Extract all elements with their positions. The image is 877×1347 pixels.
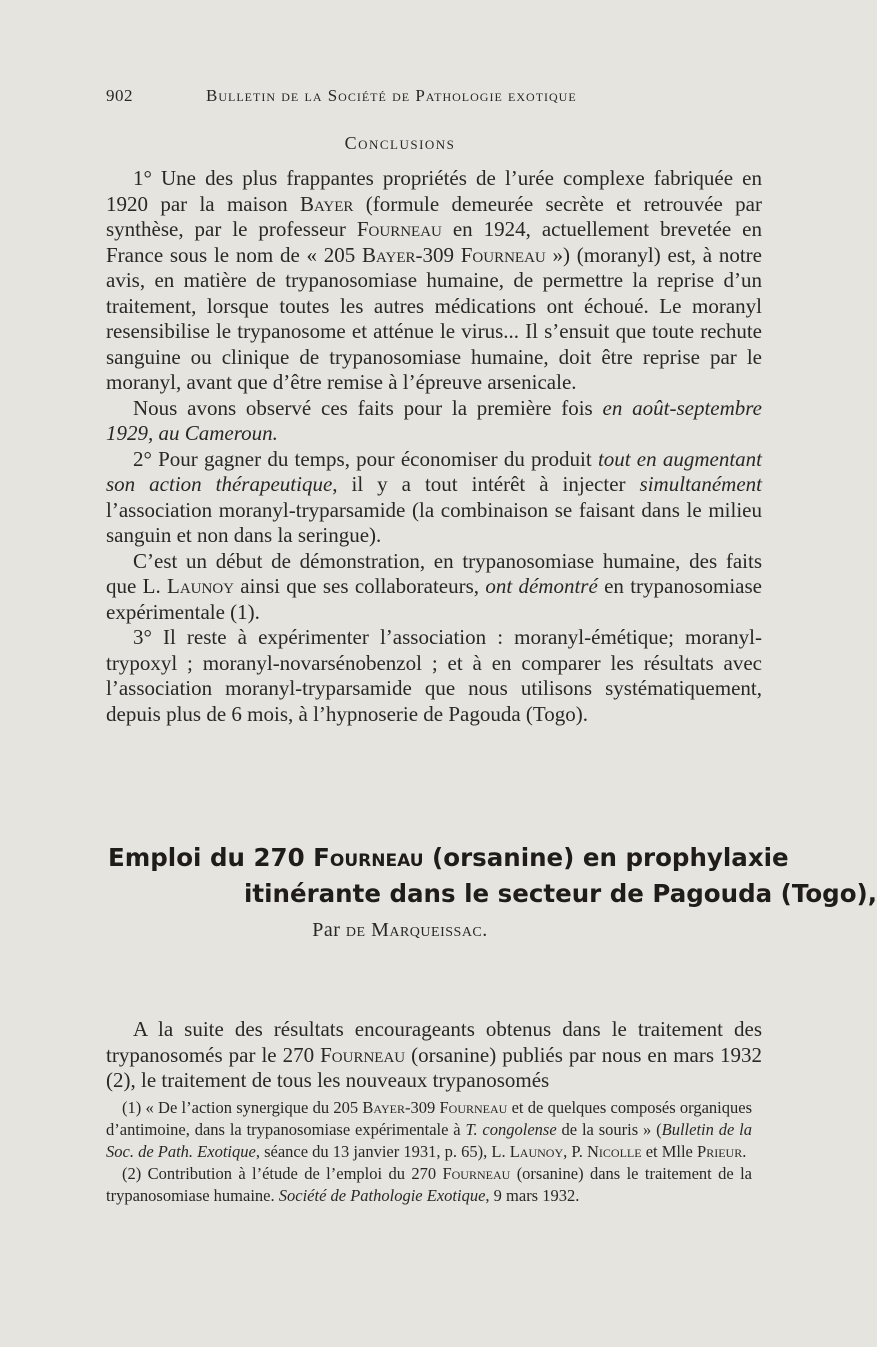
footnote-1: (1) « De l’action synergique du 205 Bayer-309 Fourneau et de quelques composés organiques d’antimoine, dans la trypanosomiase expérimentale à T. congolense de la souris » (Bulletin de la Soc. de Path. Exotique, séance du 13 janvier 1931, p. 65), L. Launoy, P. Nicolle et Mlle Prieur. [106, 1098, 752, 1161]
conclusion-paragraph-1: 1° Une des plus frappantes propriétés de l’urée complexe fabriquée en 1920 par la maison Bayer (formule demeurée secrète et retrouvée par synthèse, par le professeur Fourneau en 1924, actuellement brevetée en France sous le nom de « 205 Bayer-309 Fourneau ») (moranyl) est, à notre avis, en matière de trypanosomiase humaine, de permettre la reprise d’un traitement, lorsque toutes les autres médications ont échoué. Le moranyl resensibilise le trypanosome et atténue le virus... Il s’ensuit que toute rechute sanguine ou clinique de trypanosomiase humaine, doit être reprise par le moranyl, avant que d’être remise à l’épreuve arsenicale. [106, 166, 762, 394]
conclusion-paragraph-4: C’est un début de démonstration, en trypanosomiase humaine, des faits que L. Launoy ainsi que ses collaborateurs, ont démontré en trypanosomiase expérimentale (1). [106, 548, 762, 624]
article-body [106, 1017, 762, 1094]
conclusion-paragraph-2: Nous avons observé ces faits pour la première fois en août-septembre 1929, au Cameroun. [106, 395, 763, 445]
article-intro-paragraph: A la suite des résultats encourageants obtenus dans le traitement des trypanosomés par le 270 Fourneau (orsanine) publiés par nous en mars 1932 (2), le traitement de tous les nouveaux trypanosomés [106, 1017, 763, 1092]
page-number: 902 [106, 86, 133, 105]
conclusion-paragraph-3: 2° Pour gagner du temps, pour économiser du produit tout en augmentant son action thérapeutique, il y a tout intérêt à injecter simultanément l’association moranyl-tryparsamide (la combinaison se faisant dans le milieu sanguin et non dans la seringue). [106, 446, 762, 547]
article-title-line-1: Emploi du 270 Fourneau (orsanine) en prophylaxie [108, 843, 789, 872]
section-title: Conclusions [344, 133, 456, 153]
article-author: Par de Marqueissac. [312, 919, 488, 941]
article-title-line-2: itinérante dans le secteur de Pagouda (Togo), [244, 879, 877, 908]
conclusion-paragraph-5: 3° Il reste à expérimenter l’association : moranyl-émétique; moranyl-trypoxyl ; moranyl-novarsénobenzol ; et à en comparer les résultats avec l’association moranyl-tryparsamide que nous utilisons systématiquement, depuis plus de 6 mois, à l’hypnoserie de Pagouda (Togo). [106, 625, 762, 726]
footnote-2: (2) Contribution à l’étude de l’emploi du 270 Fourneau (orsanine) dans le traitement de la trypanosomiase humaine. Société de Pathologie Exotique, 9 mars 1932. [106, 1164, 752, 1205]
conclusions-body [106, 166, 762, 727]
running-title: Bulletin de la Société de Pathologie exotique [206, 86, 577, 105]
footnotes [106, 1097, 752, 1207]
